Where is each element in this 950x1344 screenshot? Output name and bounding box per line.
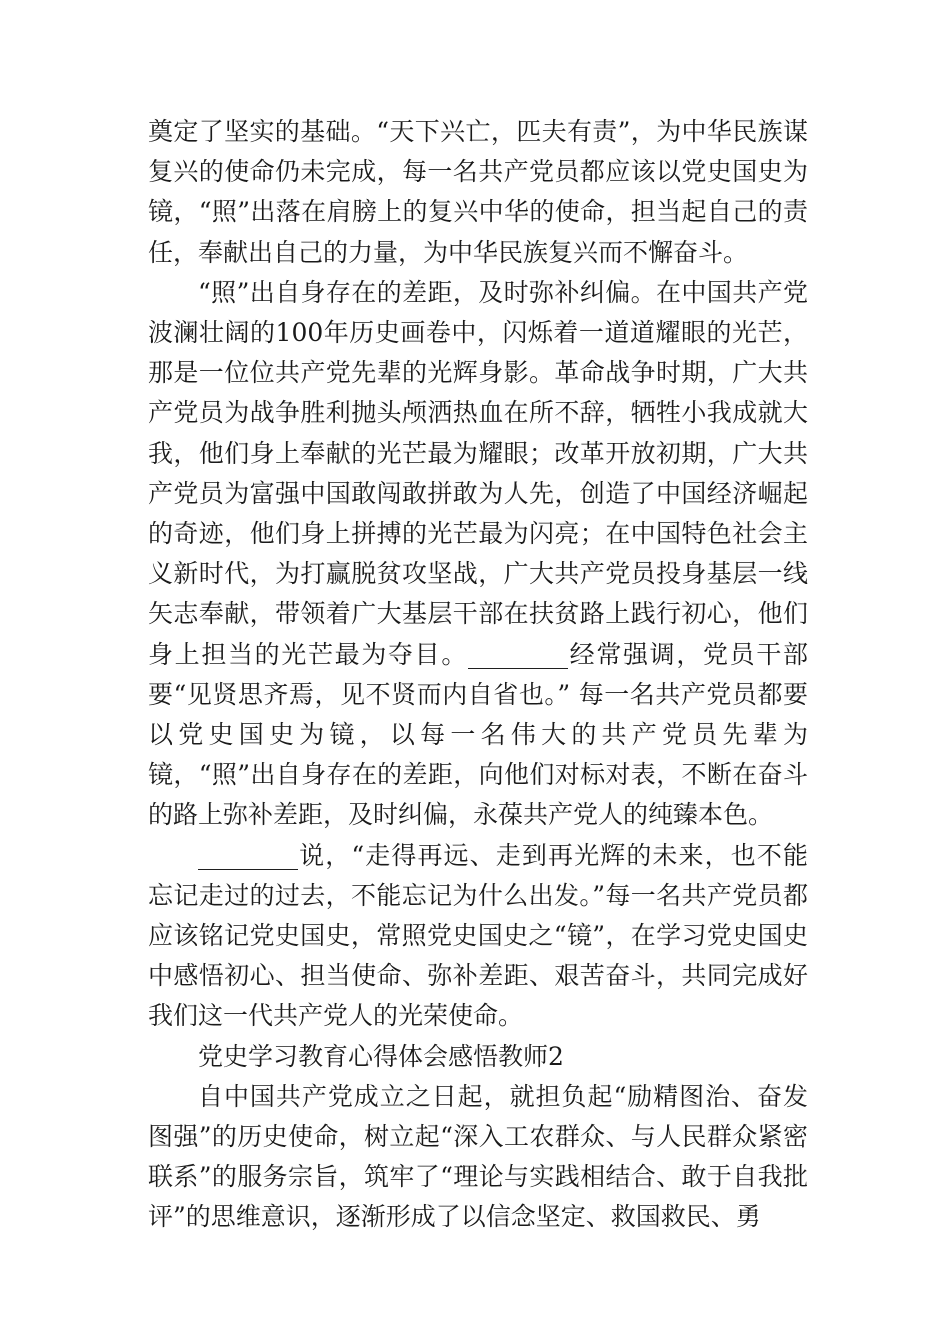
paragraph-section-start: 自中国共产党成立之日起，就担负起“励精图治、奋发图强”的历史使命，树立起“深入工农群众、与人民群众紧密联系”的服务宗旨，筑牢了“理论与实践相结合、敢于自我批评”的思维意识，逐渐形成了以信念坚定、救国救民、勇: [148, 1081, 808, 1232]
paragraph-continuation: 奠定了坚实的基础。“天下兴亡，匹夫有责”，为中华民族谋复兴的使命仍未完成，每一名共产党员都应该以党史国史为镜，“照”出落在肩膀上的复兴中华的使命，担当起自己的责任，奉献出自己的力量，为中华民族复兴而不懈奋斗。: [148, 117, 808, 267]
section-title: 党史学习教育心得体会感悟教师2: [198, 1041, 564, 1071]
paragraph-gap-reflection: “照”出自身存在的差距，及时弥补纠偏。在中国共产党波澜壮阔的100年历史画卷中，闪烁着一道道耀眼的光芒，那是一位位共产党先辈的光辉身影。革命战争时期，广大共产党员为战争胜利抛头颅洒热血在所不辞，牺牲小我成就大我，他们身上奉献的光芒最为耀眼；改革开放初期，广大共产党员为富强中国敢闯敢拼敢为人先，创造了中国经济崛起的奇迹，他们身上拼搏的光芒最为闪亮；在中国特色社会主义新时代，为打赢脱贫攻坚战，广大共产党员投身基层一线矢志奉献，带领着广大基层干部在扶贫路上践行初心，他们身上担当的光芒最为夺目。________经常强调，党员干部要“见贤思齐焉，见不贤而内自省也。” 每一名共产党员都要以党史国史为镜，以每一名伟大的共产党员先辈为镜，“照”出自身存在的差距，向他们对标对表，不断在奋斗的路上弥补差距，及时纠偏，永葆共产党人的纯臻本色。: [148, 277, 808, 830]
paragraph-remember-history: ________说，“走得再远、走到再光辉的未来，也不能忘记走过的过去，不能忘记为什么出发。”每一名共产党员都应该铭记党史国史，常照党史国史之“镜”，在学习党史国史中感悟初心、担当使命、弥补差距、艰苦奋斗，共同完成好我们这一代共产党人的光荣使命。: [148, 840, 808, 1031]
document-body: [148, 112, 808, 1238]
